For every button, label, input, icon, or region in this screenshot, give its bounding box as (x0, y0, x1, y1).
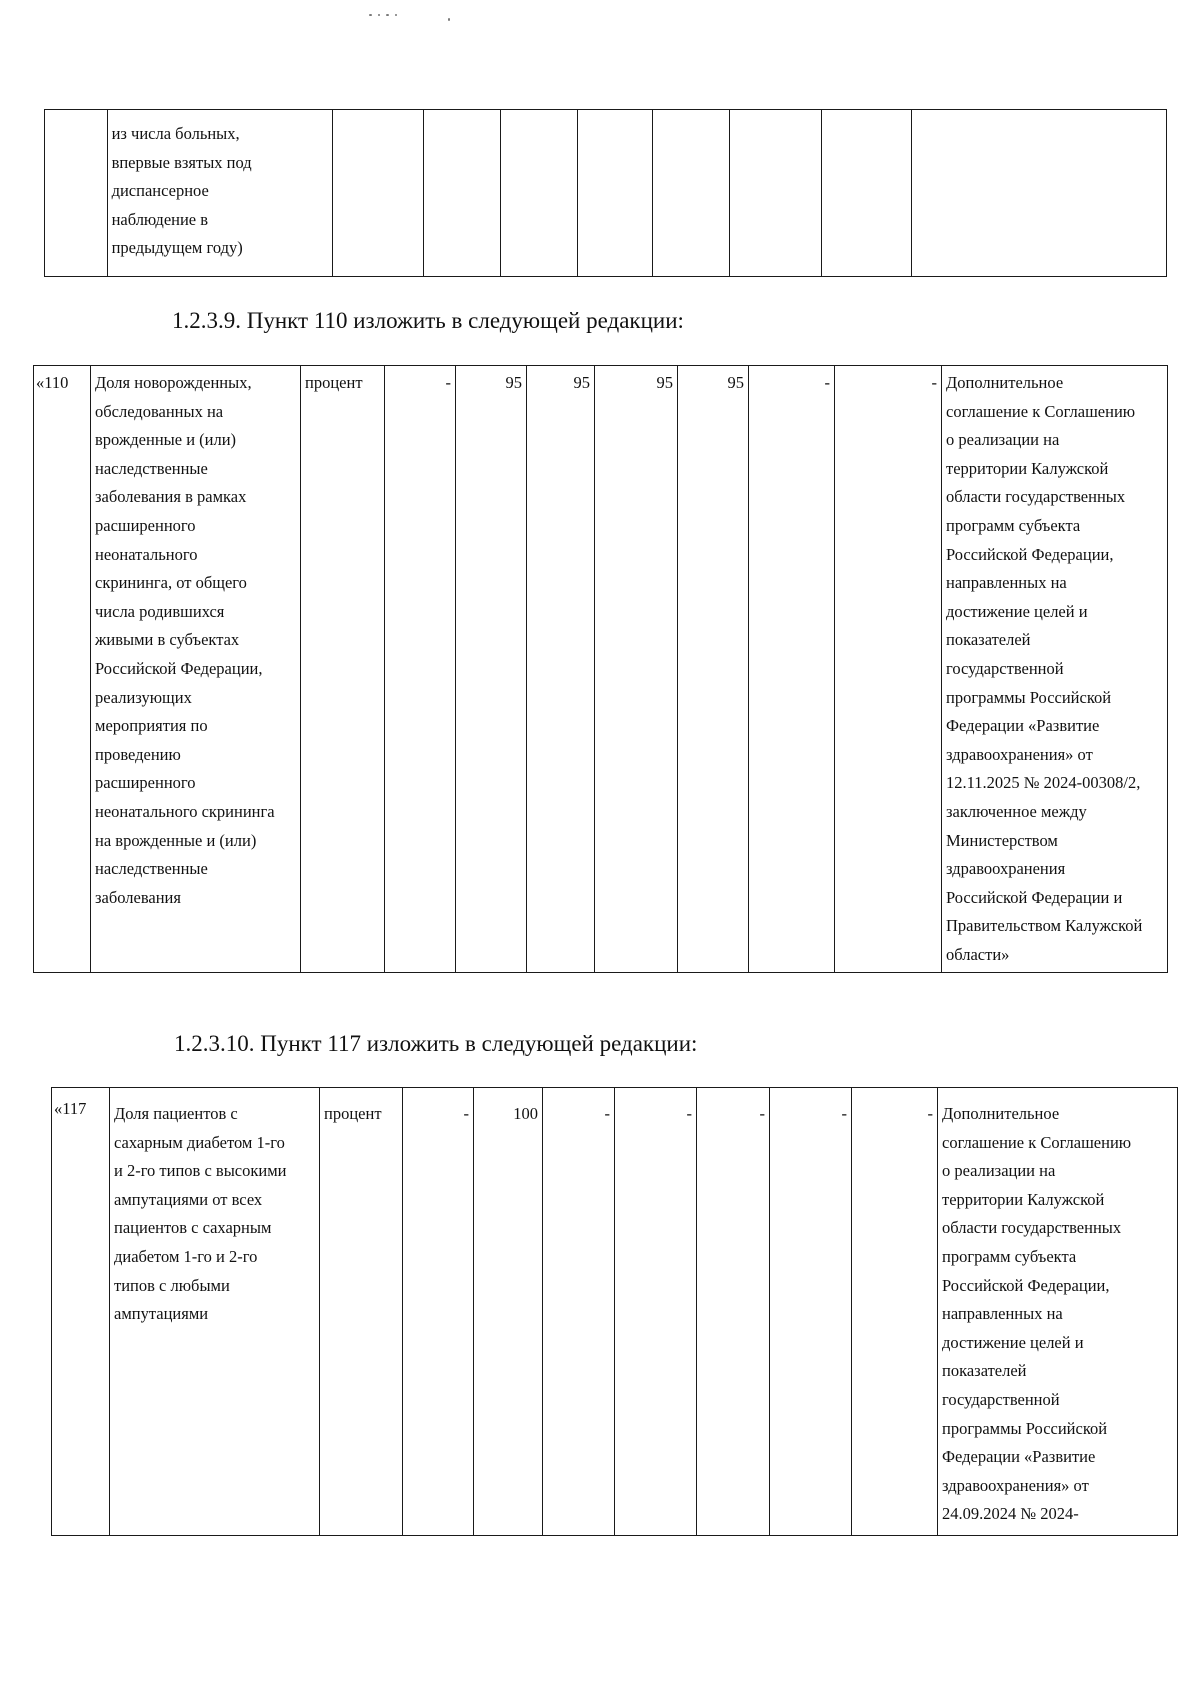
indicator-description: Доля новорожденных, обследованных на врожденные и (или) наследственные заболевания в рамках расширенного неонатального скрининга, от общего числа родившихся живыми в субъектах Российской Федерации, реализующих мероприятия по проведению расширенного неонатального скрининга на врожденные и (или) наследственные заболевания (91, 366, 301, 973)
unit-cell: процент (320, 1088, 403, 1536)
value-cell: 95 (595, 366, 678, 973)
value-cell: 95 (527, 366, 595, 973)
value-cell: - (835, 366, 942, 973)
row-number: «117 (52, 1088, 110, 1536)
value-cell (821, 110, 912, 277)
scan-speck (378, 14, 380, 16)
source-document: Дополнительное соглашение к Соглашению о реализации на территории Калужской области государственных программ субъекта Российской Федерации, направленных на достижение целей и показателей государственной программы Российской Федерации «Развитие здравоохранения» от 12.11.2025 № 2024-00308/2, заключенное между Министерством здравоохранения Российской Федерации и Правительством Калужской области» (942, 366, 1168, 973)
table-continuation (44, 109, 1167, 277)
section-heading-110: 1.2.3.9. Пункт 110 изложить в следующей редакции: (172, 308, 684, 333)
scan-speck (386, 14, 389, 16)
scan-speck (369, 14, 372, 16)
value-cell: - (852, 1088, 938, 1536)
scan-speck (448, 18, 450, 21)
row-number: «110 (34, 366, 91, 973)
section-heading-117: 1.2.3.10. Пункт 117 изложить в следующей редакции: (174, 1031, 698, 1056)
value-cell (577, 110, 653, 277)
source-cell (912, 110, 1167, 277)
table-row (45, 110, 1167, 277)
value-cell: - (770, 1088, 852, 1536)
value-cell (653, 110, 730, 277)
unit-cell (333, 110, 424, 277)
unit-cell: процент (301, 366, 385, 973)
scan-speck (395, 14, 397, 16)
value-cell: - (403, 1088, 474, 1536)
table-row (52, 1088, 1178, 1536)
value-cell: 95 (678, 366, 749, 973)
value-cell: 95 (456, 366, 527, 973)
value-cell: - (697, 1088, 770, 1536)
source-document: Дополнительное соглашение к Соглашению о реализации на территории Калужской области государственных программ субъекта Российской Федерации, направленных на достижение целей и показателей государственной программы Российской Федерации «Развитие здравоохранения» от 24.09.2024 № 2024- (938, 1088, 1178, 1536)
indicator-description: из числа больных, впервые взятых под диспансерное наблюдение в предыдущем году) (107, 110, 332, 277)
indicator-description: Доля пациентов с сахарным диабетом 1-го и 2-го типов с высокими ампутациями от всех пациентов с сахарным диабетом 1-го и 2-го типов с любыми ампутациями (110, 1088, 320, 1536)
value-cell: - (749, 366, 835, 973)
value-cell: 100 (474, 1088, 543, 1536)
table-item-117 (51, 1087, 1178, 1536)
value-cell (730, 110, 822, 277)
value-cell (423, 110, 501, 277)
value-cell: - (385, 366, 456, 973)
table-row (34, 366, 1168, 973)
row-number-cell (45, 110, 108, 277)
value-cell: - (615, 1088, 697, 1536)
table-item-110 (33, 365, 1168, 973)
value-cell (501, 110, 578, 277)
value-cell: - (543, 1088, 615, 1536)
